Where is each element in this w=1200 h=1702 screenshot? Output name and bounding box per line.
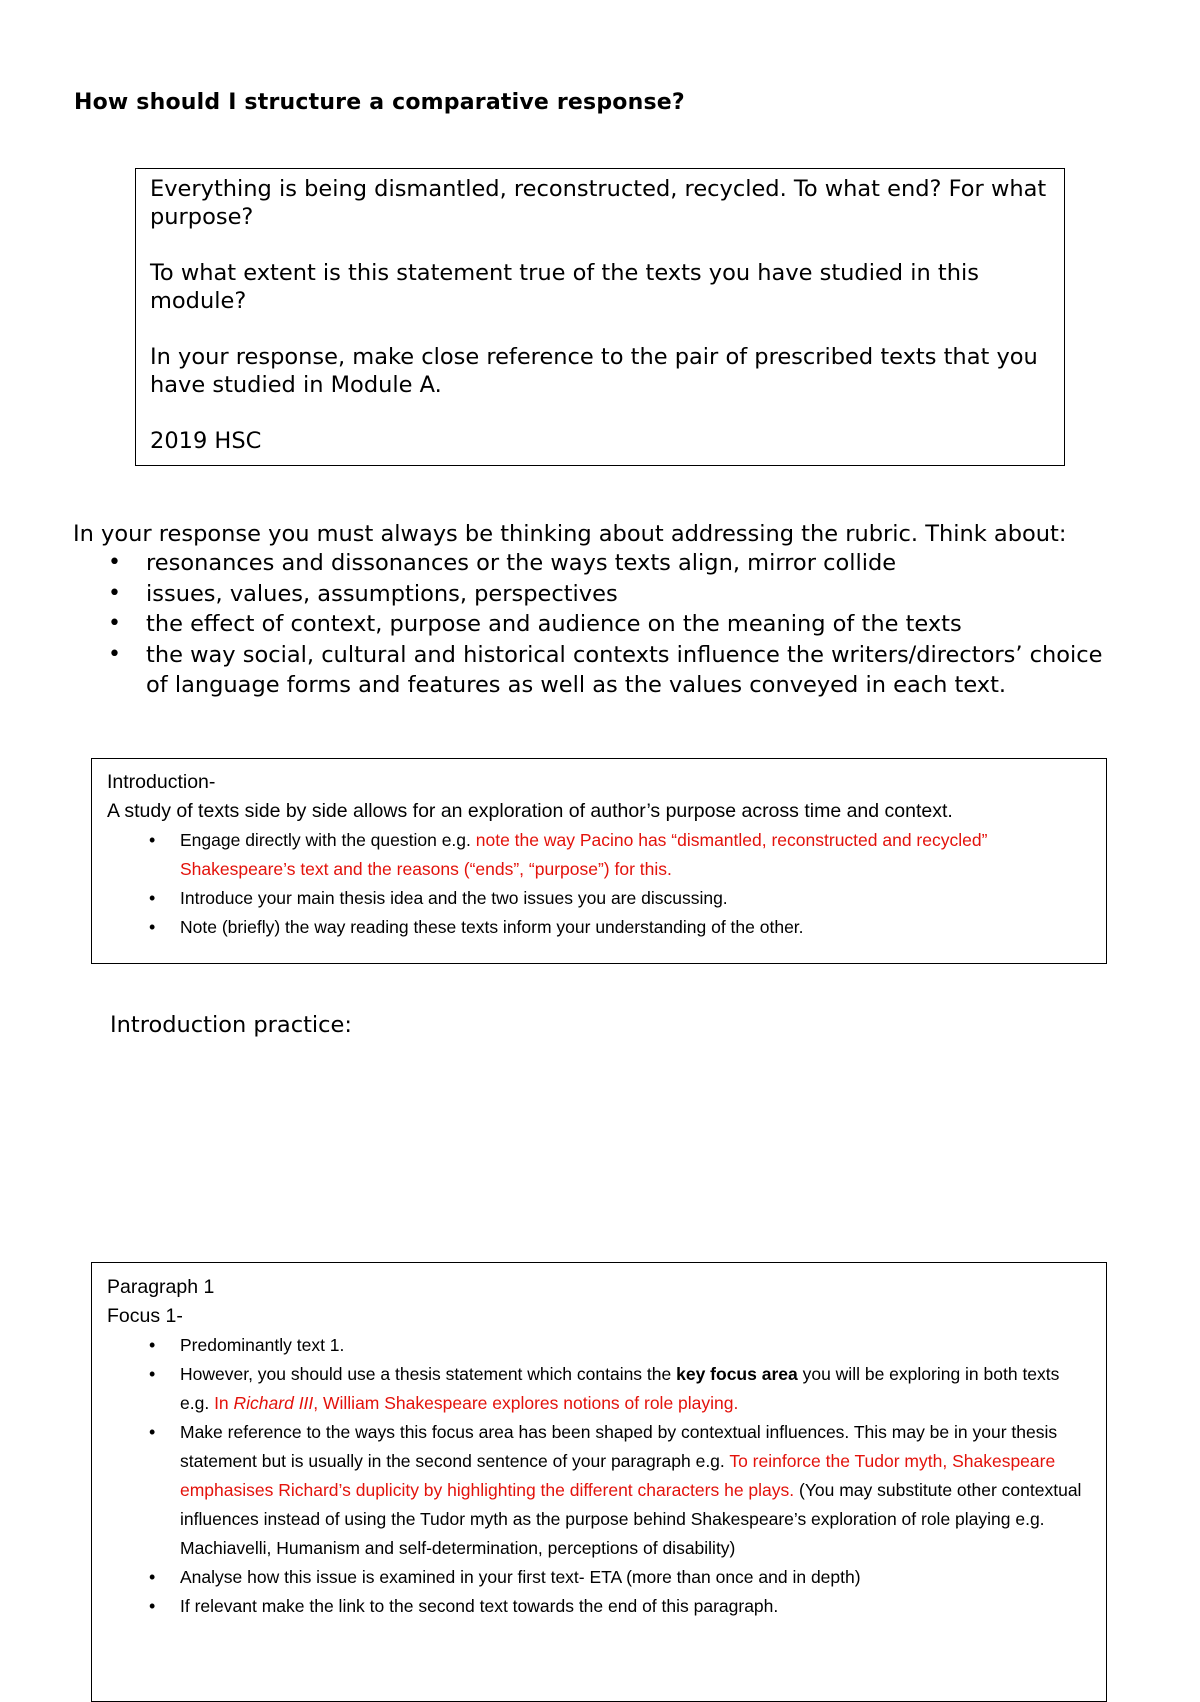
list-item: • the effect of context, purpose and audience on the meaning of the texts [73,609,1103,640]
rubric-intro: In your response you must always be thinking about addressing the rubric. Think about: [73,521,1067,547]
introduction-list [107,826,1091,942]
bullet-icon: • [108,641,121,667]
list-item: • the way social, cultural and historical contexts influence the writers/directors’ choice of language forms and features as well as the values conveyed in each text. [108,641,1103,698]
list-item: • However, you should use a thesis statement which contains the key focus area you will be exploring in both texts e.g. In Richard III, William Shakespeare explores notions of role playing. [107,1360,1091,1418]
list-item: • Predominantly text 1. [107,1331,1091,1360]
bullet-icon: • [108,550,121,575]
bullet-icon: • [108,611,121,636]
introduction-practice-label: Introduction practice: [110,1012,352,1038]
list-item: • resonances and dissonances or the ways texts align, mirror collide [73,548,1103,579]
question-text-1: Everything is being dismantled, reconstructed, recycled. To what end? For what purpose? [150,176,1047,230]
introduction-subheading: A study of texts side by side allows for an exploration of author’s purpose across time and context. [107,800,953,822]
list-item: • issues, values, assumptions, perspectives [73,579,1103,610]
list-item: • Make reference to the ways this focus area has been shaped by contextual influences. This may be in your thesis statement but is usually in the second sentence of your paragraph e.g. To reinforce the Tudor myth, Shakespeare emphasises Richard’s duplicity by highlighting the different characters he plays. (You may substitute other contextual influences instead of using the Tudor myth as the purpose behind Shakespeare’s exploration of role playing e.g. Machiavelli, Humanism and self-determination, perceptions of disability) [107,1418,1091,1563]
list-item: • If relevant make the link to the second text towards the end of this paragraph. [107,1592,1091,1621]
bullet-icon: • [149,888,156,908]
question-text-2: To what extent is this statement true of the texts you have studied in this module? [150,260,979,314]
paragraph-1-box [91,1262,1107,1702]
text-title: Richard III [233,1393,314,1413]
paragraph-list [107,1331,1091,1621]
exam-question-box [135,168,1065,466]
introduction-heading: Introduction- [107,771,216,793]
example-text: note the way Pacino has “dismantled, reconstructed and recycled” Shakespeare’s text and the reasons (“ends”, “purpose”) for this. [180,830,988,879]
page-title: How should I structure a comparative response? [74,90,685,115]
list-item: • Introduce your main thesis idea and the two issues you are discussing. [107,884,1091,913]
question-text-3: In your response, make close reference to the pair of prescribed texts that you have studied in Module A. [150,344,1038,398]
paragraph-heading: Paragraph 1 [107,1276,215,1298]
list-item: • Note (briefly) the way reading these texts inform your understanding of the other. [107,913,1091,942]
bullet-icon: • [108,580,121,606]
rubric-section [73,520,1103,701]
bullet-icon: • [149,1335,156,1355]
list-item: • Analyse how this issue is examined in your first text- ETA (more than once and in depth) [107,1563,1091,1592]
example-text: To reinforce the Tudor myth, Shakespeare emphasises Richard’s duplicity by highlighting the different characters he plays. [180,1451,1056,1500]
focus-label: Focus 1- [107,1305,183,1327]
bullet-icon: • [149,1364,156,1384]
bullet-icon: • [149,1596,156,1616]
list-item: • Engage directly with the question e.g. note the way Pacino has “dismantled, reconstructed and recycled” Shakespeare’s text and the reasons (“ends”, “purpose”) for this. [107,826,1091,884]
rubric-list [73,548,1103,701]
introduction-box [91,758,1107,964]
bullet-icon: • [149,1422,156,1442]
key-focus-area-text: key focus area [676,1364,798,1384]
bullet-icon: • [149,1567,156,1587]
question-source: 2019 HSC [150,428,262,454]
bullet-icon: • [149,917,156,937]
bullet-icon: • [149,830,156,850]
